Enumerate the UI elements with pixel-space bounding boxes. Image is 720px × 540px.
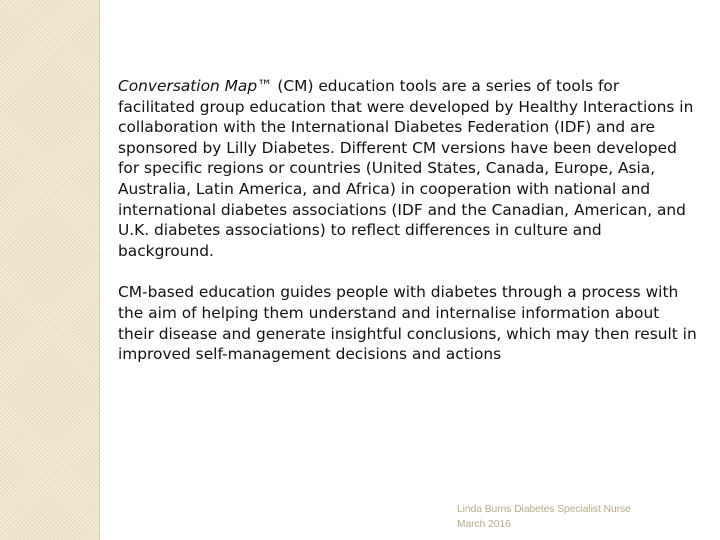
paragraph-conversation-map bbox=[118, 76, 698, 261]
slide-body bbox=[118, 76, 698, 386]
footer-date: March 2016 bbox=[457, 519, 511, 530]
paragraph-1-text: ™ (CM) education tools are a series of tools for facilitated group education that were developed by Healthy Interactions in collaboration with the International Diabetes Federation (IDF) and are sponsored by Lilly Diabetes. Different CM versions have been developed for specific regions or countries (United States, Canada, Europe, Asia, Australia, Latin America, and Africa) in cooperation with national and international diabetes associations (IDF and the Canadian, American, and U.K. diabetes associations) to reflect differences in culture and background. bbox=[118, 77, 694, 260]
paragraph-cm-education: CM-based education guides people with diabetes through a process with the aim of helping them understand and internalise information about their disease and generate insightful conclusions, which may then result in improved self-management decisions and actions bbox=[118, 283, 697, 364]
footer bbox=[457, 502, 697, 532]
decorative-side-band bbox=[0, 0, 100, 540]
footer-author: Linda Burns Diabetes Specialist Nurse bbox=[457, 504, 631, 515]
conversation-map-title: Conversation Map bbox=[118, 77, 258, 95]
